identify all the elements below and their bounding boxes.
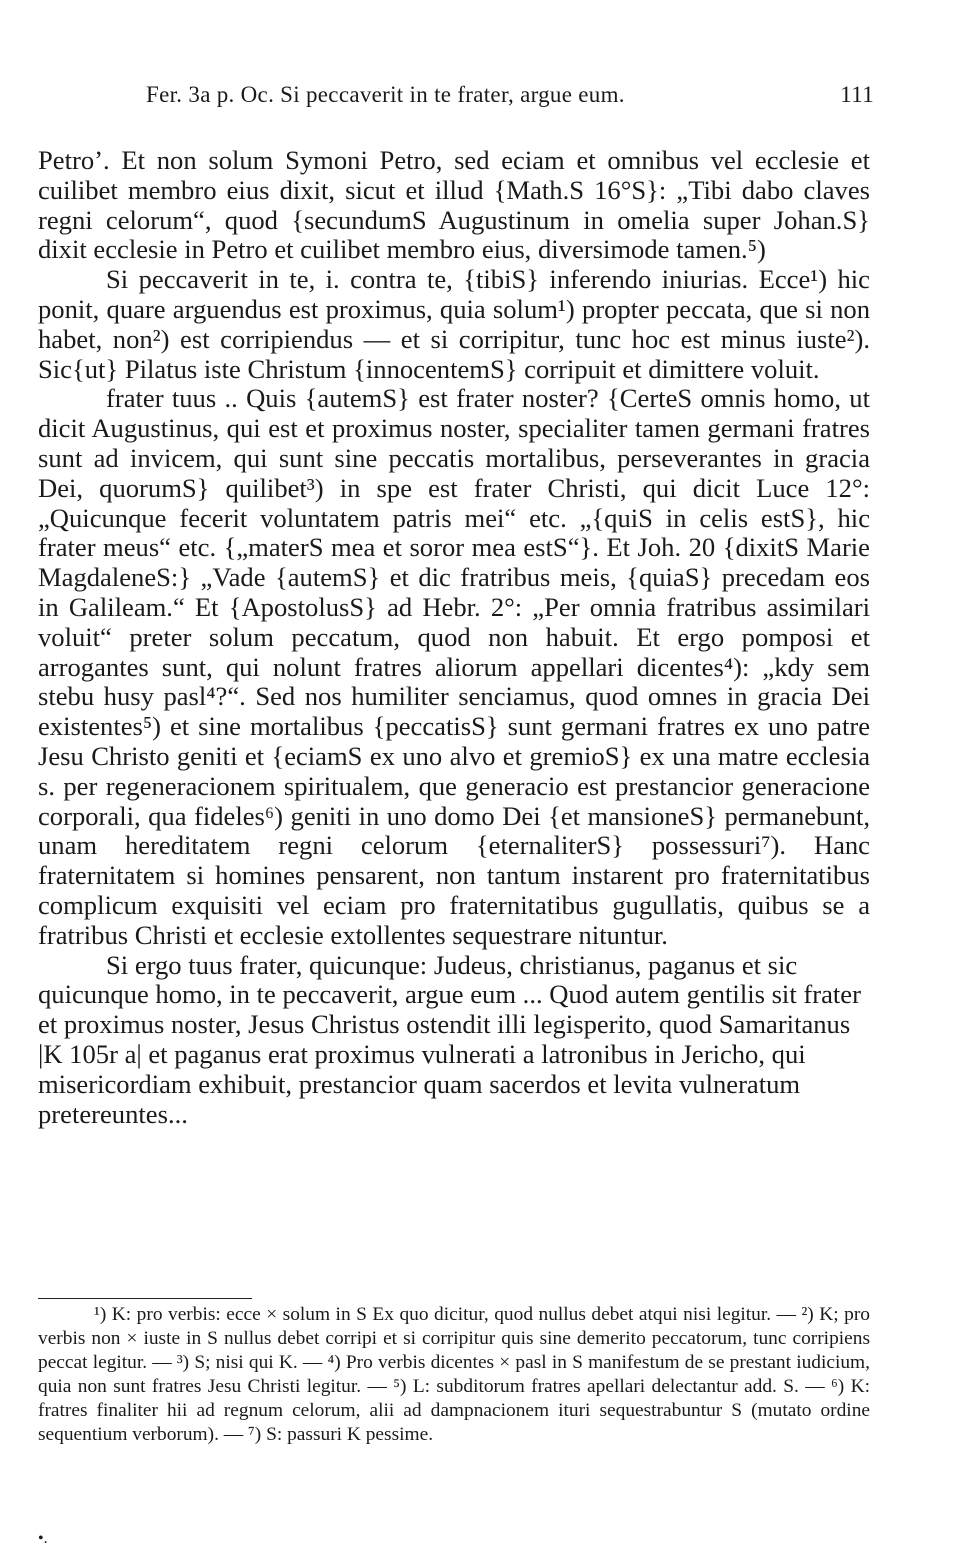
page-number: 111 (840, 82, 874, 107)
paragraph-2: Si peccaverit in te, i. contra te, {tibiS} inferendo iniurias. Ecce¹) hic ponit, quare arguendus est proximus, quia solum¹) propter peccata, que si non habet, non²) est corripiendus — et si corripitur, tunc hoc est minus iuste²). Sic{ut} Pilatus iste Christum {innocentemS} corripuit et dimittere voluit. (38, 264, 870, 384)
footnote-rule (38, 1298, 252, 1299)
main-text (38, 146, 870, 1129)
footnotes (38, 1298, 870, 1446)
paragraph-3: frater tuus .. Quis {autemS} est frater noster? {CerteS omnis homo, ut dicit Augustinus, qui est et proximus noster, specialiter tamen germani fratres sunt ad invicem, qui sunt sine peccatis mortalibus, perseverantes in gracia Dei, quorumS} quilibet³) in spe est frater Christi, qui dicit Luce 12°: „Quicunque fecerit voluntatem patris mei“ etc. „{quiS in celis estS}, hic frater meus“ etc. {„materS mea et soror mea estS“}. Et Joh. 20 {dixitS Marie MagdaleneS:} „Vade {autemS} et dic fratribus meis, {quiaS} precedam eos in Galileam.“ Et {ApostolusS} ad Hebr. 2°: „Per omnia fratribus assimilari voluit“ preter solum peccatum, quod non habuit. Et ergo pomposi et arrogantes sunt, qui nolunt fratres aliorum appellari dicentes⁴): „kdy sem stebu husy pasl⁴?“. Sed nos humiliter senciamus, quod omnes in gracia Dei existentes⁵) et sine mortalibus {peccatisS} sunt germani fratres ex uno patre Jesu Christo geniti et {eciamS ex uno alvo et gremioS} ex una matre ecclesia s. per regeneracionem spiritualem, que generacio est prestancior generacione corporali, qua fideles⁶) geniti in uno domo Dei {et mansioneS} permanebunt, unam hereditatem regni celorum {eternaliterS} possessuri⁷). Hanc fraternitatem si homines pensarent, non tantum instarent pro fraternitatibus complicum exquisiti vel eciam pro fraternitatibus gugullatis, quibus se a fratribus Christi et ecclesie extollentes sequestrare nituntur. (38, 383, 870, 950)
margin-mark: •. (38, 1530, 48, 1547)
footnote-text: ¹) K: pro verbis: ecce × solum in S Ex quo dicitur, quod nullus debet atqui nisi legitur. — ²) K; pro verbis non × iuste in S nullus debet corripi et si corripitur quis sine demerito peccatorum, tunc corripiens peccat legitur. — ³) S; nisi qui K. — ⁴) Pro verbis dicentes × pasl in S manifestum de se prestant iudicium, quia non sunt fratres Jesu Christi legitur. — ⁵) L: subditorum fratres apellari delectantur add. S. — ⁶) K: fratres finaliter hii ad regnum celorum, alii ad dampnacionem ituri sequestrabuntur S (mutato ordine sequentium verborum). — ⁷) S: passuri K pessime. (38, 1304, 870, 1445)
running-title: Fer. 3a p. Oc. Si peccaverit in te frater, argue eum. (146, 82, 625, 107)
paragraph-1: Petro’. Et non solum Symoni Petro, sed eciam et omnibus vel ecclesie et cuilibet membro eius dixit, sicut et illud {Math.S 16°S}: „Tibi dabo claves regni celorum“, quod {secundumS Augustinum in omelia super Johan.S} dixit ecclesie in Petro et cuilibet membro eius, diversimode tamen.⁵) (38, 145, 870, 265)
paragraph-4: Si ergo tuus frater, quicunque: Judeus, christianus, paganus et sic quicunque homo, in te peccaverit, argue eum ... Quod autem gentilis sit frater et proximus noster, Jesus Christus ostendit illi legisperito, quod Samaritanus |K 105r a| et paganus erat proximus vulnerati a latronibus in Jericho, qui misericordiam exhibuit, prestancior quam sacerdos et levita vulneratum pretereuntes... (38, 949, 861, 1129)
running-header (146, 82, 874, 112)
